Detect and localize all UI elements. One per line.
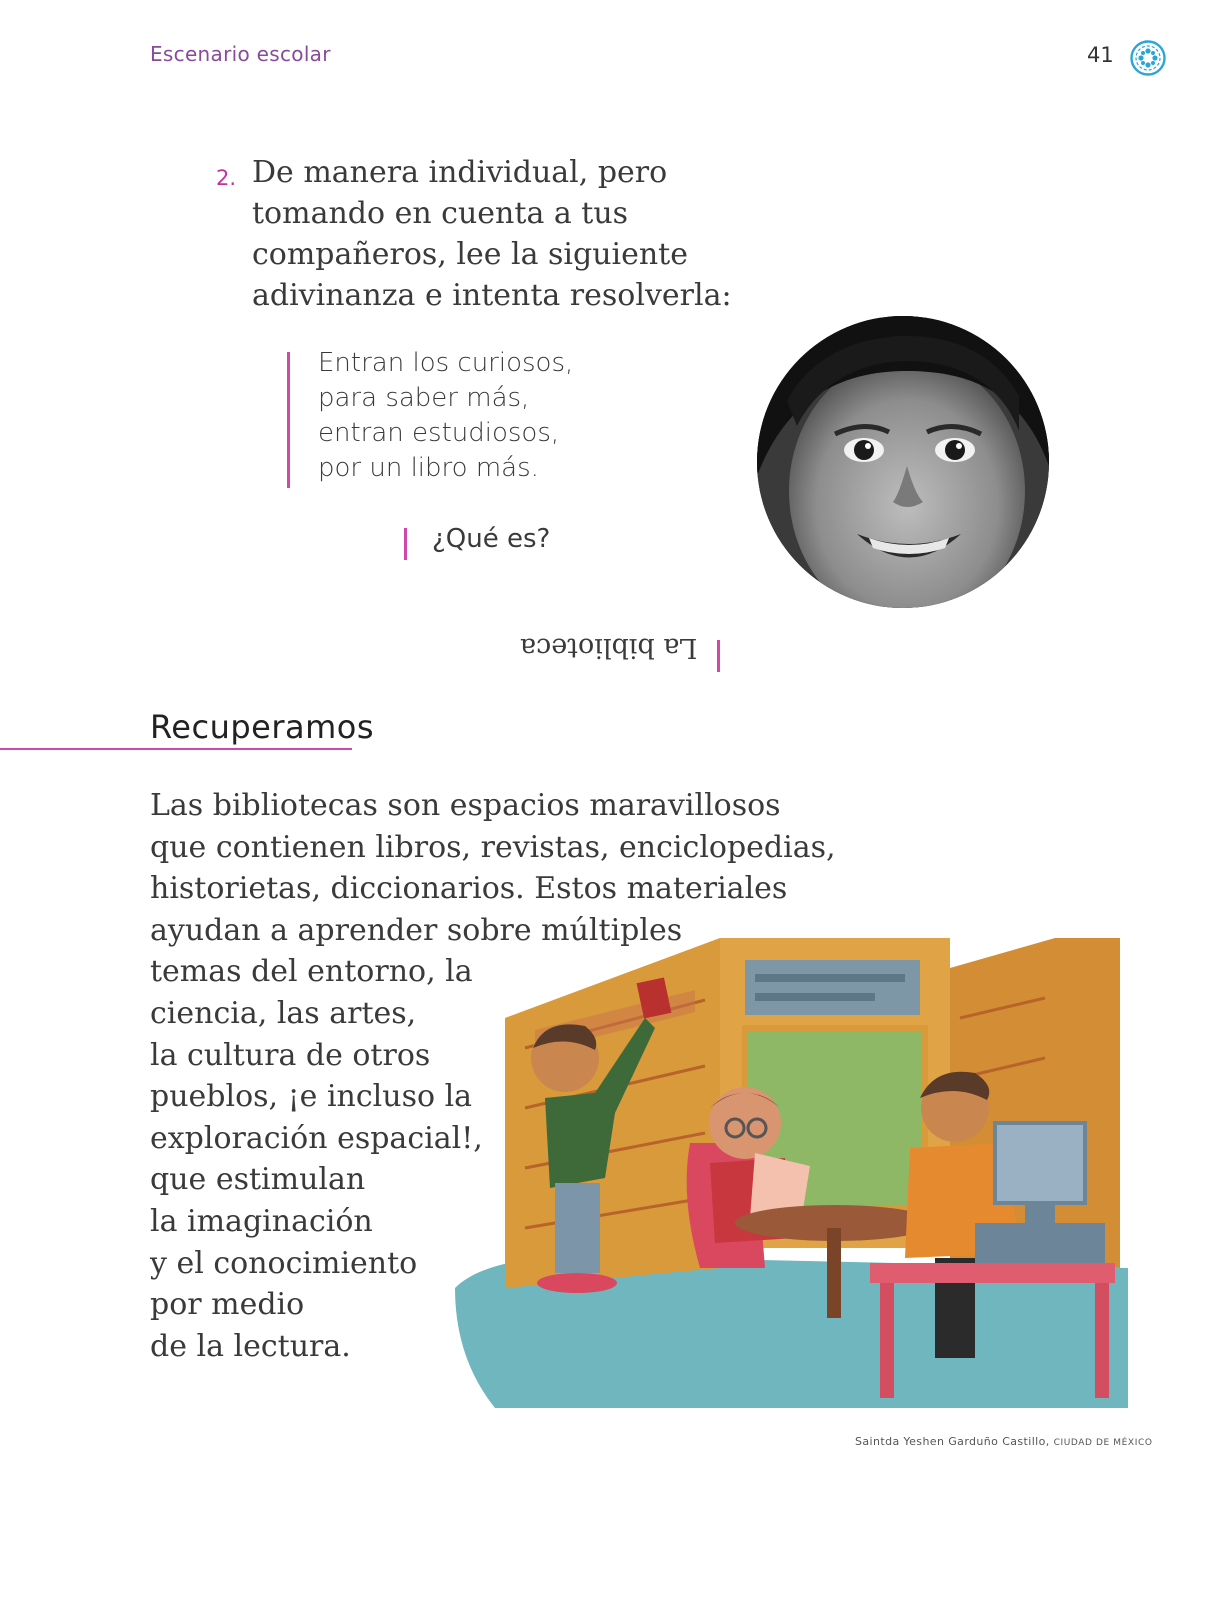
body-line: que estimulan [150, 1162, 366, 1198]
child-face-icon [757, 316, 1049, 608]
riddle-line: entran estudiosos, [318, 418, 560, 448]
body-line: temas del entorno, la [150, 954, 473, 990]
flower-emblem-icon [1130, 40, 1166, 76]
body-line: la imaginación [150, 1203, 373, 1239]
activity-instruction [252, 152, 772, 316]
riddle [318, 346, 648, 486]
body-line: por medio [150, 1287, 305, 1323]
question-accent-bar [404, 528, 407, 560]
child-portrait-photo [757, 316, 1049, 608]
body-line: de la lectura. [150, 1328, 351, 1364]
instruction-line: De manera individual, pero [252, 155, 668, 190]
library-illustration [455, 938, 1128, 1422]
computer-monitor [995, 1123, 1085, 1203]
riddle-question: ¿Qué es? [432, 524, 551, 554]
body-line: que contienen libros, revistas, enciclopedias, [150, 829, 836, 865]
riddle-line: por un libro más. [318, 453, 539, 483]
page-number: 41 [1087, 43, 1114, 67]
heading-underline [0, 748, 352, 750]
instruction-line: adivinanza e intenta resolverla: [252, 278, 732, 313]
instruction-line: tomando en cuenta a tus [252, 196, 629, 231]
computer-tower [975, 1223, 1105, 1263]
body-line: ciencia, las artes, [150, 995, 417, 1031]
body-line: Las bibliotecas son espacios maravillosos [150, 788, 781, 823]
illustration-credit [855, 1435, 1153, 1448]
riddle-answer-upside-down: La biblioteca [520, 632, 698, 663]
riddle-line: para saber más, [318, 383, 530, 413]
instruction-line: compañeros, lee la siguiente [252, 237, 688, 272]
notice-board [745, 960, 920, 1015]
body-line: exploración espacial!, [150, 1120, 483, 1156]
body-line: historietas, diccionarios. Estos materiales [150, 871, 788, 907]
body-line: la cultura de otros [150, 1037, 431, 1073]
body-line: y el conocimiento [150, 1245, 418, 1281]
credit-author: Saintda Yeshen Garduño Castillo, [855, 1435, 1050, 1448]
activity-number: 2. [216, 166, 237, 190]
body-line: pueblos, ¡e incluso la [150, 1079, 473, 1115]
answer-accent-bar [717, 640, 720, 672]
body-line: ayudan a aprender sobre múltiples [150, 912, 683, 948]
girl-reading [709, 1087, 781, 1159]
section-label: Escenario escolar [150, 42, 331, 66]
credit-place: CIUDAD DE MÉXICO [1053, 1438, 1153, 1448]
riddle-line: Entran los curiosos, [318, 348, 574, 378]
desk [870, 1263, 1115, 1283]
section-heading: Recuperamos [150, 708, 375, 746]
riddle-accent-bar [287, 352, 290, 488]
